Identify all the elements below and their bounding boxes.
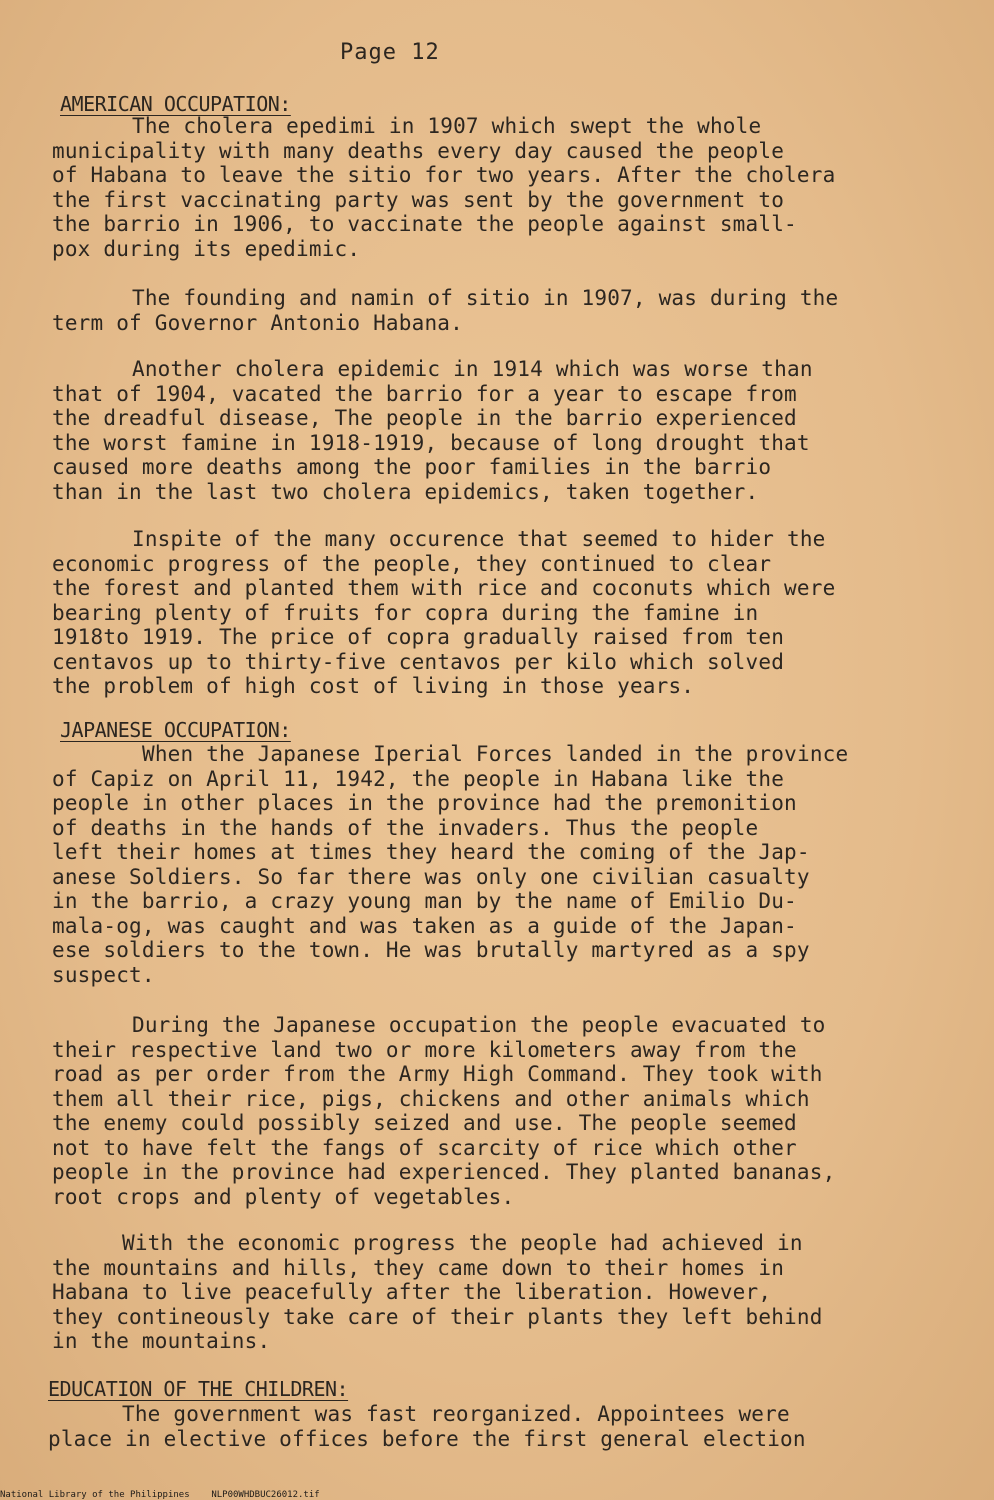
- text-line: With the economic progress the people had achieved in: [122, 1231, 803, 1255]
- text-line: When the Japanese Iperial Forces landed in the province: [142, 742, 849, 766]
- text-line: Inspite of the many occurence that seemed to hider the: [132, 527, 826, 551]
- text-line: suspect.: [52, 962, 155, 987]
- text-line: the worst famine in 1918-1919, because of long drought that: [52, 430, 810, 455]
- paragraph: [52, 357, 952, 504]
- section-heading-japanese-occupation: JAPANESE OCCUPATION:: [60, 718, 291, 742]
- text-line: caused more deaths among the poor families in the barrio: [52, 455, 772, 479]
- section-heading-education-of-the-children: EDUCATION OF THE CHILDREN:: [48, 1377, 349, 1401]
- paragraph: [52, 527, 952, 699]
- paragraph: [52, 742, 952, 987]
- text-line: term of Governor Antonio Habana.: [52, 310, 463, 335]
- text-line: the mountains and hills, they came down to their homes in: [52, 1255, 785, 1280]
- paragraph: [52, 1231, 952, 1354]
- text-line: that of 1904, vacated the barrio for a year to escape from: [52, 381, 797, 406]
- text-line: the enemy could possibly seized and use. The people seemed: [52, 1111, 797, 1135]
- text-line: ese soldiers to the town. He was brutally martyred as a spy: [52, 938, 810, 962]
- text-line: left their homes at times they heard the coming of the Jap-: [52, 840, 810, 864]
- text-line: Another cholera epidemic in 1914 which was worse than: [132, 357, 813, 381]
- text-line: the dreadful disease, The people in the barrio experienced: [52, 406, 797, 430]
- text-line: place in elective offices before the first general election: [48, 1426, 806, 1451]
- text-line: pox during its epedimic.: [52, 236, 361, 261]
- text-line: Habana to live peacefully after the liberation. However,: [52, 1280, 772, 1304]
- text-line: their respective land two or more kilometers away from the: [52, 1037, 797, 1062]
- text-line: the first vaccinating party was sent by the government to: [52, 187, 785, 212]
- text-line: of Capiz on April 11, 1942, the people in Habana like the: [52, 766, 785, 791]
- text-line: the forest and planted them with rice and coconuts which were: [52, 576, 836, 600]
- text-line: them all their rice, pigs, chickens and other animals which: [52, 1086, 810, 1111]
- text-line: the barrio in 1906, to vaccinate the people against small-: [52, 212, 797, 236]
- text-line: of deaths in the hands of the invaders. Thus the people: [52, 815, 759, 840]
- text-line: the problem of high cost of living in those years.: [52, 674, 695, 698]
- text-line: than in the last two cholera epidemics, taken together.: [52, 479, 759, 504]
- text-line: they contineously take care of their plants they left behind: [52, 1304, 823, 1329]
- text-line: root crops and plenty of vegetables.: [52, 1184, 515, 1209]
- text-line: economic progress of the people, they continued to clear: [52, 551, 772, 576]
- text-line: not to have felt the fangs of scarcity of rice which other: [52, 1135, 797, 1160]
- section-heading-american-occupation: AMERICAN OCCUPATION:: [60, 92, 291, 116]
- paragraph: [52, 1013, 952, 1209]
- text-line: The founding and namin of sitio in 1907, was during the: [132, 286, 839, 310]
- text-line: mala-og, was caught and was taken as a guide of the Japan-: [52, 913, 797, 938]
- scan-footer: National Library of the Philippines NLP00WHDBUC26012.tif: [0, 1490, 320, 1500]
- text-line: The cholera epedimi in 1907 which swept the whole: [132, 114, 762, 138]
- text-line: in the mountains.: [52, 1329, 271, 1353]
- text-line: During the Japanese occupation the people evacuated to: [132, 1013, 826, 1037]
- text-line: of Habana to leave the sitio for two years. After the cholera: [52, 163, 836, 187]
- paragraph: [52, 286, 952, 335]
- text-line: 1918to 1919. The price of copra gradually raised from ten: [52, 625, 785, 649]
- page-number: Page 12: [340, 40, 440, 65]
- text-line: people in the province had experienced. They planted bananas,: [52, 1160, 836, 1184]
- text-line: anese Soldiers. So far there was only one civilian casualty: [52, 864, 810, 889]
- text-line: municipality with many deaths every day caused the people: [52, 138, 785, 163]
- text-line: road as per order from the Army High Command. They took with: [52, 1062, 823, 1086]
- paragraph: [52, 114, 952, 261]
- text-line: The government was fast reorganized. Appointees were: [122, 1402, 790, 1426]
- paragraph: [48, 1402, 948, 1451]
- text-line: bearing plenty of fruits for copra during the famine in: [52, 600, 759, 625]
- text-line: people in other places in the province had the premonition: [52, 791, 797, 815]
- text-line: centavos up to thirty-five centavos per kilo which solved: [52, 649, 785, 674]
- text-line: in the barrio, a crazy young man by the name of Emilio Du-: [52, 889, 797, 913]
